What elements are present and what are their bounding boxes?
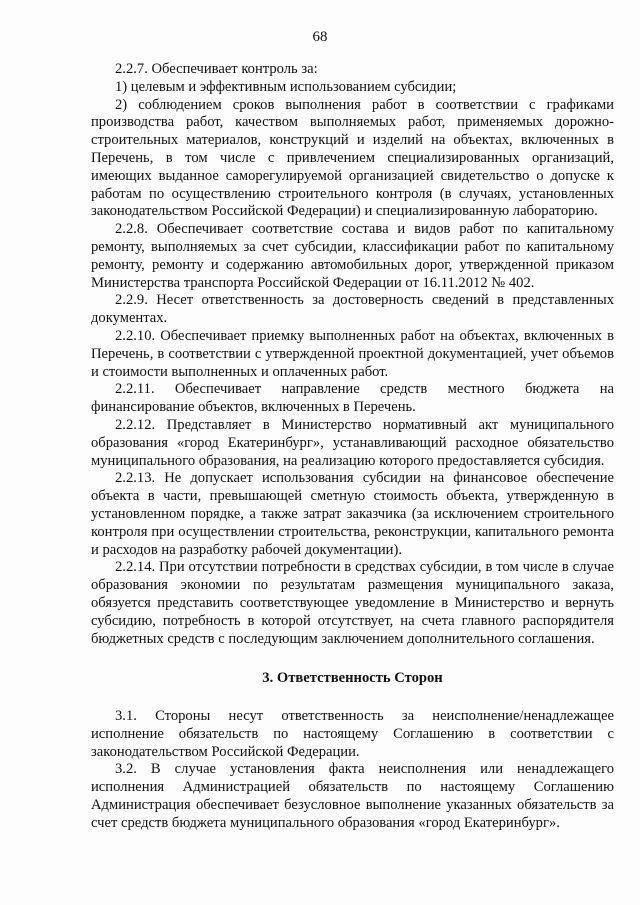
paragraph-3-1: 3.1. Стороны несут ответственность за неисполнение/ненадлежащее исполнение обязательств по настоящему Соглашению в соответствии с законодательством Российской Федерации. bbox=[91, 708, 614, 760]
paragraph-2-2-11: 2.2.11. Обеспечивает направление средств местного бюджета на финансирование объектов, включенных в Перечень. bbox=[91, 381, 614, 416]
paragraph-2-2-10: 2.2.10. Обеспечивает приемку выполненных работ на объектах, включенных в Перечень, в соответствии с утвержденной проектной документацией, учет объемов и стоимости выполненных и оплаченных работ. bbox=[91, 327, 614, 380]
list-item-2: 2) соблюдением сроков выполнения работ в соответствии с графиками производства работ, качеством выполняемых работ, применяемых дорожно-строительных материалов, конструкций и изделий на объектах, включенных в Перечень, в том числе с привлечением специализированных организаций, имеющих выданное саморегулируемой организацией свидетельство о допуске к работам по осуществлению строительного контроля (в случаях, установленных законодательством Российской Федерации) и специализированную лабораторию. bbox=[91, 96, 614, 220]
paragraph-2-2-7: 2.2.7. Обеспечивает контроль за: bbox=[115, 61, 318, 77]
paragraph-2-2-14: 2.2.14. При отсутствии потребности в средствах субсидии, в том числе в случае образования экономии по результатам размещения муниципального заказа, обязуется представить соответствующее уведомление в Министерство и вернуть субсидию, потребность в которой отсутствует, на счета главного распорядителя бюджетных средств с последующим заключением дополнительного соглашения. bbox=[91, 559, 614, 647]
list-item-1: 1) целевым и эффективным использованием субсидии; bbox=[115, 78, 457, 95]
paragraph-2-2-13: 2.2.13. Не допускает использования субсидии на финансовое обеспечение объекта в части, превышающей сметную стоимость объекта, утвержденную в установленном порядке, а также затрат заказчика (за исключением строительного контроля при осуществлении строительства, реконструкции, капитального ремонта и расходов на разработку рабочей документации). bbox=[91, 470, 614, 558]
document-body bbox=[91, 61, 614, 833]
paragraph-3-2: 3.2. В случае установления факта неисполнения или ненадлежащего исполнения Администрацией обязательств по настоящему Соглашению Администрация обеспечивает безусловное выполнение указанных обязательств за счет средств бюджета муниципального образования «город Екатеринбург». bbox=[91, 761, 614, 831]
page-number: 68 bbox=[312, 29, 328, 45]
section-heading: 3. Ответственность Сторон bbox=[262, 670, 443, 687]
paragraph-2-2-8: 2.2.8. Обеспечивает соответствие состава и видов работ по капитальному ремонту, выполняемых за счет субсидии, классификации работ по капитальному ремонту, ремонту и содержанию автомобильных дорог, утвержденной приказом Министерства транспорта Российской Федерации от 16.11.2012 № 402. bbox=[91, 221, 614, 291]
paragraph-2-2-9: 2.2.9. Несет ответственность за достоверность сведений в представленных документах. bbox=[91, 292, 614, 327]
paragraph-2-2-12: 2.2.12. Представляет в Министерство нормативный акт муниципального образования «город Екатеринбург», устанавливающий расходное обязательство муниципального образования, на реализацию которого предоставляется субсидия. bbox=[91, 416, 614, 469]
